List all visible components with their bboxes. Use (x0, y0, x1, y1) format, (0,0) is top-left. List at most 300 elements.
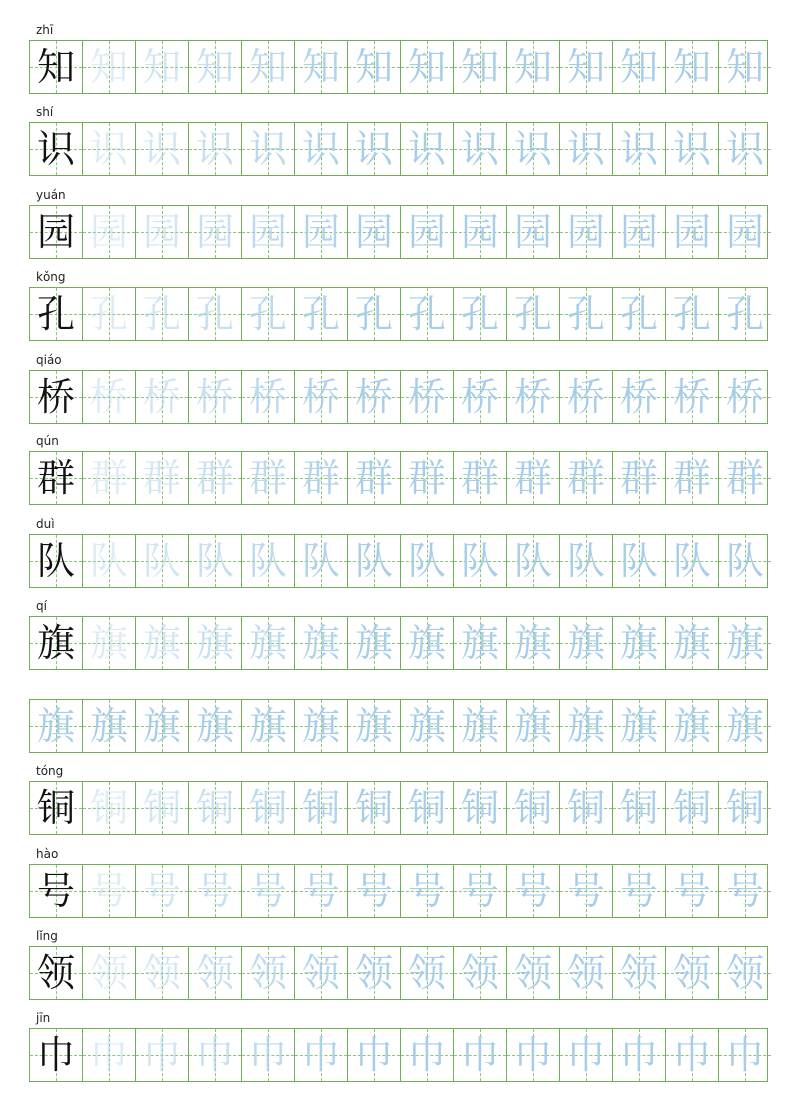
trace-cell[interactable] (559, 700, 612, 752)
trace-character: 巾 (142, 1033, 181, 1077)
trace-cell[interactable] (400, 41, 453, 93)
trace-character: 铜 (725, 786, 764, 830)
trace-character: 队 (407, 539, 446, 583)
trace-cell[interactable] (347, 1029, 400, 1081)
trace-cell[interactable] (135, 535, 188, 587)
trace-cell[interactable] (665, 617, 718, 669)
pinyin-label: hào (36, 847, 59, 861)
trace-cell[interactable] (559, 288, 612, 340)
trace-character: 识 (354, 127, 393, 171)
trace-cell[interactable] (294, 206, 347, 258)
trace-character: 铜 (301, 786, 340, 830)
trace-cell[interactable] (665, 288, 718, 340)
trace-cell[interactable] (612, 123, 665, 175)
trace-cell[interactable] (506, 617, 559, 669)
trace-cell[interactable] (718, 700, 771, 752)
trace-character: 旗 (354, 704, 393, 748)
trace-cell[interactable] (453, 123, 506, 175)
trace-character: 旗 (195, 621, 234, 665)
trace-cell[interactable] (453, 865, 506, 917)
trace-character: 群 (566, 456, 605, 500)
trace-cell[interactable] (400, 371, 453, 423)
trace-cell[interactable] (294, 947, 347, 999)
trace-cell[interactable] (400, 535, 453, 587)
trace-character: 旗 (407, 704, 446, 748)
model-character: 旗 (36, 621, 75, 665)
trace-character: 识 (142, 127, 181, 171)
trace-character: 园 (407, 210, 446, 254)
trace-character: 桥 (407, 375, 446, 419)
trace-cell[interactable] (665, 371, 718, 423)
trace-character: 孔 (89, 292, 128, 336)
trace-cell[interactable] (30, 700, 82, 752)
trace-character: 旗 (301, 621, 340, 665)
trace-cell[interactable] (400, 947, 453, 999)
trace-character: 桥 (619, 375, 658, 419)
trace-cell[interactable] (453, 700, 506, 752)
trace-character: 群 (513, 456, 552, 500)
trace-cell[interactable] (559, 782, 612, 834)
practice-row (29, 40, 768, 94)
trace-character: 桥 (672, 375, 711, 419)
trace-cell[interactable] (347, 535, 400, 587)
trace-character: 号 (354, 869, 393, 913)
trace-character: 桥 (566, 375, 605, 419)
trace-character: 领 (566, 951, 605, 995)
trace-cell[interactable] (188, 41, 241, 93)
trace-character: 号 (619, 869, 658, 913)
trace-character: 铜 (672, 786, 711, 830)
trace-cell[interactable] (347, 206, 400, 258)
model-character: 识 (36, 127, 75, 171)
trace-character: 旗 (301, 704, 340, 748)
trace-cell[interactable] (135, 700, 188, 752)
trace-cell[interactable] (135, 41, 188, 93)
trace-character: 知 (248, 45, 287, 89)
trace-cell[interactable] (294, 452, 347, 504)
trace-cell[interactable] (241, 452, 294, 504)
trace-cell[interactable] (82, 700, 135, 752)
trace-cell[interactable] (82, 617, 135, 669)
trace-character: 队 (672, 539, 711, 583)
model-character: 铜 (36, 786, 75, 830)
trace-cell[interactable] (612, 535, 665, 587)
trace-character: 识 (89, 127, 128, 171)
trace-cell[interactable] (718, 947, 771, 999)
trace-cell[interactable] (294, 617, 347, 669)
trace-cell[interactable] (400, 288, 453, 340)
tianzige-grid (29, 287, 768, 341)
trace-character: 领 (619, 951, 658, 995)
model-character: 队 (36, 539, 75, 583)
trace-character: 知 (460, 45, 499, 89)
practice-row (29, 451, 768, 505)
trace-cell[interactable] (294, 41, 347, 93)
trace-character: 铜 (195, 786, 234, 830)
trace-cell[interactable] (718, 535, 771, 587)
trace-cell[interactable] (559, 1029, 612, 1081)
model-cell[interactable] (30, 782, 82, 834)
tianzige-grid (29, 451, 768, 505)
trace-cell[interactable] (188, 371, 241, 423)
trace-cell[interactable] (135, 617, 188, 669)
trace-character: 桥 (301, 375, 340, 419)
trace-cell[interactable] (241, 535, 294, 587)
trace-cell[interactable] (506, 535, 559, 587)
trace-cell[interactable] (453, 535, 506, 587)
trace-cell[interactable] (294, 535, 347, 587)
trace-cell[interactable] (612, 452, 665, 504)
trace-cell[interactable] (718, 1029, 771, 1081)
trace-cell[interactable] (188, 1029, 241, 1081)
trace-cell[interactable] (241, 782, 294, 834)
trace-cell[interactable] (241, 206, 294, 258)
trace-cell[interactable] (135, 123, 188, 175)
trace-character: 孔 (725, 292, 764, 336)
trace-character: 园 (513, 210, 552, 254)
trace-cell[interactable] (82, 371, 135, 423)
trace-character: 识 (195, 127, 234, 171)
trace-cell[interactable] (612, 700, 665, 752)
trace-cell[interactable] (82, 535, 135, 587)
trace-cell[interactable] (718, 865, 771, 917)
trace-cell[interactable] (188, 865, 241, 917)
trace-cell[interactable] (559, 947, 612, 999)
practice-row (29, 864, 768, 918)
trace-cell[interactable] (612, 947, 665, 999)
trace-cell[interactable] (400, 782, 453, 834)
trace-character: 号 (248, 869, 287, 913)
trace-cell[interactable] (665, 1029, 718, 1081)
trace-character: 园 (725, 210, 764, 254)
trace-character: 旗 (619, 621, 658, 665)
trace-character: 知 (142, 45, 181, 89)
trace-character: 领 (195, 951, 234, 995)
trace-cell[interactable] (506, 288, 559, 340)
trace-cell[interactable] (559, 452, 612, 504)
trace-cell[interactable] (347, 41, 400, 93)
trace-cell[interactable] (718, 206, 771, 258)
model-cell[interactable] (30, 865, 82, 917)
trace-cell[interactable] (506, 700, 559, 752)
trace-character: 知 (566, 45, 605, 89)
model-character: 巾 (36, 1033, 75, 1077)
trace-cell[interactable] (241, 617, 294, 669)
trace-cell[interactable] (241, 41, 294, 93)
trace-character: 队 (301, 539, 340, 583)
trace-cell[interactable] (665, 206, 718, 258)
trace-cell[interactable] (665, 865, 718, 917)
trace-cell[interactable] (82, 1029, 135, 1081)
trace-cell[interactable] (135, 865, 188, 917)
trace-character: 识 (248, 127, 287, 171)
pinyin-label: qí (36, 599, 47, 613)
trace-character: 旗 (195, 704, 234, 748)
trace-cell[interactable] (241, 1029, 294, 1081)
trace-cell[interactable] (559, 206, 612, 258)
trace-cell[interactable] (453, 371, 506, 423)
trace-character: 领 (513, 951, 552, 995)
trace-cell[interactable] (718, 371, 771, 423)
trace-cell[interactable] (82, 782, 135, 834)
model-cell[interactable] (30, 1029, 82, 1081)
trace-cell[interactable] (188, 782, 241, 834)
trace-character: 旗 (566, 621, 605, 665)
trace-cell[interactable] (612, 371, 665, 423)
trace-cell[interactable] (718, 123, 771, 175)
trace-cell[interactable] (506, 452, 559, 504)
trace-character: 旗 (725, 621, 764, 665)
trace-cell[interactable] (453, 947, 506, 999)
trace-cell[interactable] (241, 700, 294, 752)
trace-cell[interactable] (135, 782, 188, 834)
trace-cell[interactable] (612, 288, 665, 340)
model-cell[interactable] (30, 288, 82, 340)
trace-cell[interactable] (294, 288, 347, 340)
trace-character: 群 (301, 456, 340, 500)
trace-cell[interactable] (612, 206, 665, 258)
trace-cell[interactable] (453, 206, 506, 258)
trace-character: 巾 (89, 1033, 128, 1077)
trace-cell[interactable] (82, 947, 135, 999)
trace-cell[interactable] (347, 123, 400, 175)
trace-cell[interactable] (400, 865, 453, 917)
trace-cell[interactable] (718, 782, 771, 834)
trace-cell[interactable] (400, 206, 453, 258)
trace-character: 铜 (248, 786, 287, 830)
trace-cell[interactable] (82, 41, 135, 93)
trace-character: 铜 (566, 786, 605, 830)
trace-cell[interactable] (718, 288, 771, 340)
model-cell[interactable] (30, 123, 82, 175)
trace-cell[interactable] (400, 700, 453, 752)
trace-cell[interactable] (82, 452, 135, 504)
trace-cell[interactable] (665, 41, 718, 93)
trace-cell[interactable] (453, 41, 506, 93)
trace-cell[interactable] (453, 288, 506, 340)
trace-cell[interactable] (506, 947, 559, 999)
trace-cell[interactable] (188, 535, 241, 587)
trace-character: 知 (619, 45, 658, 89)
trace-character: 园 (460, 210, 499, 254)
trace-character: 识 (619, 127, 658, 171)
trace-cell[interactable] (82, 288, 135, 340)
trace-cell[interactable] (400, 123, 453, 175)
trace-cell[interactable] (453, 452, 506, 504)
trace-cell[interactable] (612, 865, 665, 917)
trace-cell[interactable] (559, 41, 612, 93)
trace-character: 号 (566, 869, 605, 913)
trace-character: 孔 (566, 292, 605, 336)
trace-cell[interactable] (347, 782, 400, 834)
model-cell[interactable] (30, 41, 82, 93)
trace-character: 旗 (619, 704, 658, 748)
tianzige-grid (29, 946, 768, 1000)
trace-character: 孔 (142, 292, 181, 336)
trace-character: 领 (301, 951, 340, 995)
trace-cell[interactable] (241, 865, 294, 917)
trace-cell[interactable] (612, 782, 665, 834)
trace-cell[interactable] (400, 1029, 453, 1081)
trace-character: 园 (195, 210, 234, 254)
trace-cell[interactable] (135, 206, 188, 258)
trace-character: 群 (89, 456, 128, 500)
practice-row (29, 205, 768, 259)
trace-cell[interactable] (453, 617, 506, 669)
trace-cell[interactable] (347, 617, 400, 669)
trace-character: 旗 (672, 704, 711, 748)
trace-character: 巾 (619, 1033, 658, 1077)
trace-cell[interactable] (347, 865, 400, 917)
trace-cell[interactable] (665, 535, 718, 587)
trace-cell[interactable] (400, 617, 453, 669)
trace-character: 巾 (725, 1033, 764, 1077)
trace-character: 桥 (248, 375, 287, 419)
trace-cell[interactable] (188, 123, 241, 175)
trace-cell[interactable] (188, 700, 241, 752)
trace-character: 巾 (566, 1033, 605, 1077)
trace-cell[interactable] (294, 700, 347, 752)
trace-cell[interactable] (665, 947, 718, 999)
trace-cell[interactable] (506, 782, 559, 834)
trace-cell[interactable] (506, 123, 559, 175)
trace-character: 识 (672, 127, 711, 171)
trace-character: 队 (354, 539, 393, 583)
trace-cell[interactable] (135, 371, 188, 423)
pinyin-label: zhī (36, 23, 54, 37)
trace-cell[interactable] (188, 206, 241, 258)
trace-cell[interactable] (347, 947, 400, 999)
trace-cell[interactable] (559, 123, 612, 175)
model-cell[interactable] (30, 206, 82, 258)
model-cell[interactable] (30, 371, 82, 423)
practice-row (29, 781, 768, 835)
trace-character: 知 (725, 45, 764, 89)
trace-character: 知 (513, 45, 552, 89)
trace-character: 领 (672, 951, 711, 995)
trace-cell[interactable] (188, 288, 241, 340)
trace-character: 队 (248, 539, 287, 583)
trace-character: 队 (725, 539, 764, 583)
trace-cell[interactable] (241, 123, 294, 175)
trace-cell[interactable] (506, 865, 559, 917)
trace-cell[interactable] (559, 617, 612, 669)
model-cell[interactable] (30, 535, 82, 587)
tianzige-grid (29, 534, 768, 588)
trace-character: 队 (142, 539, 181, 583)
trace-character: 巾 (672, 1033, 711, 1077)
trace-character: 知 (354, 45, 393, 89)
trace-cell[interactable] (665, 123, 718, 175)
trace-character: 巾 (354, 1033, 393, 1077)
trace-cell[interactable] (241, 947, 294, 999)
trace-cell[interactable] (506, 371, 559, 423)
trace-cell[interactable] (453, 782, 506, 834)
trace-cell[interactable] (718, 617, 771, 669)
trace-cell[interactable] (559, 371, 612, 423)
trace-cell[interactable] (453, 1029, 506, 1081)
tianzige-grid (29, 616, 768, 670)
trace-cell[interactable] (347, 700, 400, 752)
trace-cell[interactable] (135, 452, 188, 504)
model-cell[interactable] (30, 617, 82, 669)
trace-cell[interactable] (665, 782, 718, 834)
trace-cell[interactable] (718, 41, 771, 93)
trace-cell[interactable] (347, 371, 400, 423)
trace-cell[interactable] (665, 700, 718, 752)
trace-cell[interactable] (135, 947, 188, 999)
trace-character: 知 (301, 45, 340, 89)
trace-character: 号 (725, 869, 764, 913)
trace-cell[interactable] (665, 452, 718, 504)
practice-row (29, 946, 768, 1000)
trace-cell[interactable] (188, 617, 241, 669)
trace-character: 旗 (89, 704, 128, 748)
trace-cell[interactable] (241, 371, 294, 423)
trace-cell[interactable] (188, 452, 241, 504)
trace-character: 桥 (354, 375, 393, 419)
trace-character: 铜 (354, 786, 393, 830)
trace-cell[interactable] (506, 206, 559, 258)
trace-cell[interactable] (82, 123, 135, 175)
trace-character: 孔 (407, 292, 446, 336)
trace-character: 识 (725, 127, 764, 171)
trace-cell[interactable] (347, 288, 400, 340)
trace-cell[interactable] (294, 123, 347, 175)
trace-cell[interactable] (559, 535, 612, 587)
trace-cell[interactable] (559, 865, 612, 917)
trace-cell[interactable] (241, 288, 294, 340)
pinyin-label: duì (36, 517, 55, 531)
trace-character: 识 (566, 127, 605, 171)
trace-cell[interactable] (82, 865, 135, 917)
trace-character: 孔 (354, 292, 393, 336)
trace-character: 领 (89, 951, 128, 995)
trace-cell[interactable] (506, 1029, 559, 1081)
trace-cell[interactable] (294, 782, 347, 834)
trace-character: 号 (672, 869, 711, 913)
trace-cell[interactable] (400, 452, 453, 504)
trace-cell[interactable] (612, 1029, 665, 1081)
trace-cell[interactable] (135, 1029, 188, 1081)
trace-cell[interactable] (347, 452, 400, 504)
trace-cell[interactable] (506, 41, 559, 93)
trace-character: 领 (248, 951, 287, 995)
trace-character: 队 (460, 539, 499, 583)
trace-character: 号 (460, 869, 499, 913)
trace-cell[interactable] (718, 452, 771, 504)
trace-cell[interactable] (188, 947, 241, 999)
practice-row (29, 1028, 768, 1082)
trace-cell[interactable] (294, 371, 347, 423)
trace-character: 巾 (301, 1033, 340, 1077)
trace-character: 桥 (725, 375, 764, 419)
trace-cell[interactable] (294, 865, 347, 917)
pinyin-label: kǒng (36, 270, 66, 284)
trace-character: 桥 (142, 375, 181, 419)
model-cell[interactable] (30, 452, 82, 504)
trace-character: 旗 (142, 621, 181, 665)
trace-character: 孔 (460, 292, 499, 336)
trace-cell[interactable] (612, 41, 665, 93)
model-cell[interactable] (30, 947, 82, 999)
trace-cell[interactable] (135, 288, 188, 340)
trace-character: 桥 (460, 375, 499, 419)
trace-cell[interactable] (82, 206, 135, 258)
trace-character: 旗 (248, 621, 287, 665)
trace-cell[interactable] (294, 1029, 347, 1081)
trace-cell[interactable] (612, 617, 665, 669)
